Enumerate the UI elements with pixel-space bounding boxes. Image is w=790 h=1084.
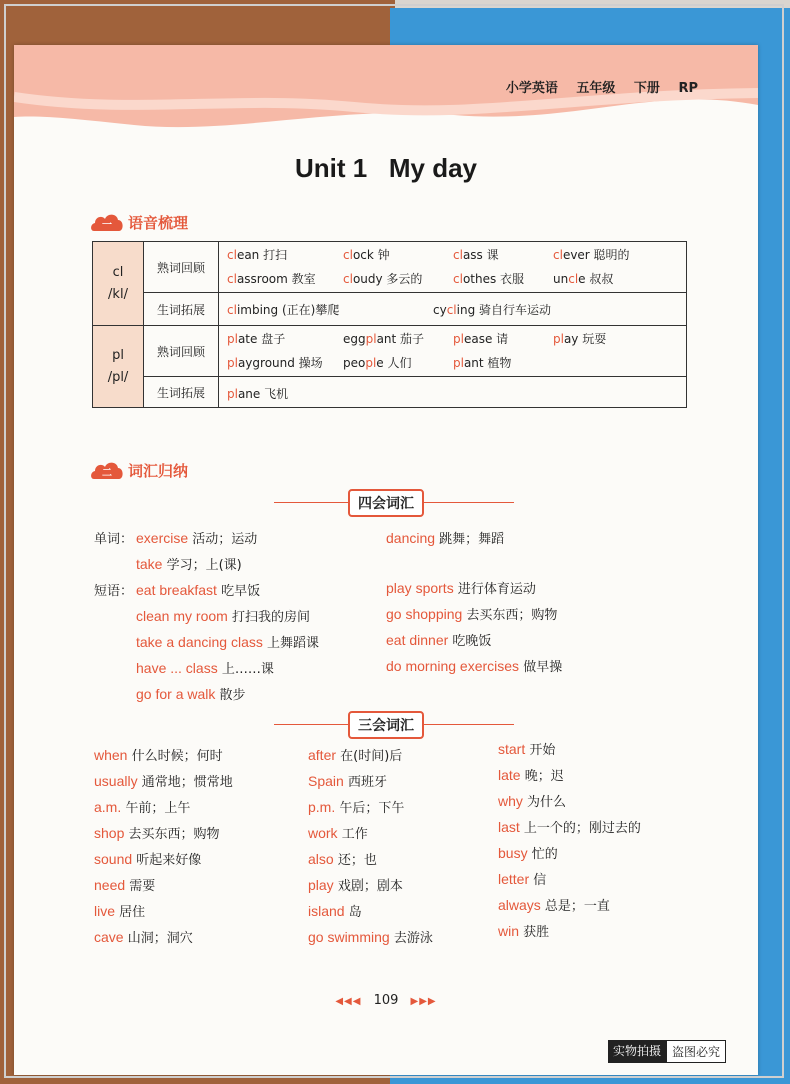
word-part: ock 钟 (352, 248, 390, 262)
vocab-item (308, 927, 433, 946)
vocab-english: eat dinner (386, 632, 449, 648)
vocab-item (94, 875, 155, 894)
vocab-english: win (498, 923, 520, 939)
vocab-item (386, 630, 491, 649)
sound-letters: cl (112, 264, 124, 280)
word-part: ing 骑自行车运动 (456, 303, 552, 317)
vocab-chinese: 去游泳 (389, 931, 433, 946)
vocab-chinese: 吃晚饭 (448, 634, 492, 649)
vocab-english: when (94, 747, 128, 763)
phonics-word (553, 330, 606, 347)
vocab-english: usually (94, 773, 138, 789)
vocab-chinese: 工作 (337, 827, 368, 842)
vocab-item (136, 580, 260, 599)
words-cell (219, 242, 687, 293)
header-volume: 下册 (633, 81, 660, 96)
sound-cell (93, 326, 144, 408)
vocab-item (386, 604, 557, 623)
vocab-chinese: 午后；下午 (335, 801, 405, 816)
left-arrows-icon: ◀◀◀ (335, 996, 362, 1007)
vocab-english: have ... class (136, 660, 218, 676)
phonics-word (227, 270, 316, 287)
phonics-word (227, 301, 339, 318)
watermark-stamp (608, 1040, 726, 1063)
vocab-item (498, 895, 610, 914)
vocab-item (498, 739, 555, 758)
word-part: oudy 多云的 (352, 272, 423, 286)
word-highlight: cl (453, 272, 463, 286)
vocab-chinese: 晚；迟 (520, 769, 564, 784)
vocab-item (308, 849, 377, 868)
word-part: ane 飞机 (237, 387, 289, 401)
vocab-chinese: 获胜 (519, 925, 550, 940)
vocab-item (136, 606, 310, 625)
vocab-english: after (308, 747, 337, 763)
vocab-english: island (308, 903, 345, 919)
vocab-item (94, 771, 233, 790)
vocab-item (498, 843, 558, 862)
header-subject: 小学英语 (505, 81, 558, 96)
section-number: 一 (102, 220, 112, 231)
vocab-english: do morning exercises (386, 658, 520, 674)
words-label: 单词： (94, 532, 134, 547)
cloud-icon (90, 211, 124, 233)
vocab-english: busy (498, 845, 528, 861)
vocab-item (94, 927, 193, 946)
vocab-english: dancing (386, 530, 436, 546)
word-part: othes 衣服 (462, 272, 525, 286)
word-highlight: cl (227, 303, 237, 317)
row-kind-label: 熟词回顾 (144, 242, 219, 293)
phonics-word (433, 301, 551, 318)
vocab-chinese: 打扫我的房间 (227, 610, 310, 625)
vocab-chinese: 为什么 (522, 795, 567, 810)
vocab-item (308, 823, 368, 842)
vocab-english: play (308, 877, 334, 893)
phonics-word (227, 385, 288, 402)
phonics-word (453, 330, 508, 347)
vocab-chinese: 散步 (215, 688, 246, 703)
vocab-chinese: 上……课 (217, 662, 274, 677)
phonics-word (343, 270, 422, 287)
vocab-chinese: 跳舞；舞蹈 (435, 532, 505, 547)
word-highlight: cl (227, 272, 237, 286)
vocab-english: last (498, 819, 520, 835)
vocab-chinese: 活动；运动 (188, 532, 258, 547)
cloud-icon (90, 459, 124, 481)
sound-ipa: /kl/ (108, 286, 128, 302)
word-part: ever 聪明的 (562, 248, 630, 262)
vocab-chinese: 做早操 (519, 660, 563, 675)
word-part: ay 玩耍 (563, 332, 607, 346)
vocab-english: letter (498, 871, 530, 887)
vocab-chinese: 进行体育运动 (453, 582, 536, 597)
word-highlight: pl (553, 332, 564, 346)
vocab-chinese: 忙的 (527, 847, 558, 862)
word-highlight: cl (453, 248, 463, 262)
word-highlight: pl (453, 332, 464, 346)
vocab-chinese: 戏剧；剧本 (333, 879, 403, 894)
vocab-item (136, 632, 319, 651)
vocab-chinese: 去买东西；购物 (462, 608, 558, 623)
vocab-english: late (498, 767, 521, 783)
vocab-english: eat breakfast (136, 582, 217, 598)
vocab-item (386, 528, 504, 547)
vocab-english: sound (94, 851, 133, 867)
vocab-chinese: 西班牙 (343, 775, 387, 790)
header-info (492, 77, 698, 96)
section-title: 词汇归纳 (128, 461, 189, 480)
vocab-english: always (498, 897, 541, 913)
word-part: un (553, 272, 569, 286)
vocab-english: work (308, 825, 338, 841)
phonics-word (227, 330, 285, 347)
vocab-chinese: 总是；一直 (540, 899, 610, 914)
vocab-item (308, 771, 387, 790)
words-cell (219, 326, 687, 377)
book-page (14, 45, 758, 1075)
vocab-item (94, 823, 220, 842)
vocab-item (386, 656, 562, 675)
vocab-english: shop (94, 825, 125, 841)
row-kind-label: 生词拓展 (144, 377, 219, 408)
vocab-chinese: 学习；上(课) (162, 558, 242, 573)
page-number-area (14, 993, 758, 1008)
phrases-label: 短语： (94, 584, 134, 599)
header-grade: 五年级 (576, 81, 616, 96)
vocab-item (136, 658, 274, 677)
word-highlight: cl (553, 248, 563, 262)
vocab-chinese: 居住 (115, 905, 146, 920)
word-part: ant 植物 (463, 356, 512, 370)
vocab-english: p.m. (308, 799, 336, 815)
phonics-word (343, 354, 412, 371)
word-highlight: pl (365, 332, 377, 346)
vocab-item (136, 554, 242, 573)
vocab-english: clean my room (136, 608, 228, 624)
word-part: imbing (正在)攀爬 (236, 303, 340, 317)
word-part: ean 打扫 (236, 248, 288, 262)
vocab-chinese: 还；也 (333, 853, 377, 868)
sound-ipa: /pl/ (107, 369, 129, 385)
words-cell (219, 293, 687, 326)
word-part: ayground 操场 (237, 356, 323, 370)
section-heading-phonics (90, 211, 188, 233)
vocab-item (498, 765, 564, 784)
word-highlight: cl (227, 248, 237, 262)
sound-letters: pl (112, 347, 124, 363)
header-edition: RP (678, 81, 698, 96)
right-arrows-icon: ▶▶▶ (410, 996, 437, 1007)
vocab-chinese: 上舞蹈课 (262, 636, 319, 651)
vocab-chinese: 吃早饭 (216, 584, 261, 599)
section-number: 二 (102, 468, 112, 479)
vocab-item (498, 817, 641, 836)
vocab-english: take (136, 556, 163, 572)
vocab-chinese: 听起来好像 (132, 853, 202, 868)
word-part: cy (433, 303, 447, 317)
word-part: peo (343, 356, 366, 370)
word-highlight: cl (343, 272, 353, 286)
vocab-chinese: 通常地；惯常地 (137, 775, 233, 790)
vocab-english: why (498, 793, 523, 809)
four-skill-label: 四会词汇 (348, 489, 424, 517)
section-heading-vocabulary (90, 459, 188, 481)
word-part: assroom 教室 (236, 272, 316, 286)
vocab-chinese: 需要 (125, 879, 156, 894)
vocab-item (94, 901, 145, 920)
word-part: egg (343, 332, 366, 346)
vocab-chinese: 开始 (525, 743, 556, 758)
vocab-chinese: 上一个的；刚过去的 (519, 821, 641, 836)
vocab-item (94, 797, 190, 816)
vocab-item (308, 745, 402, 764)
phonics-word (553, 246, 630, 263)
vocab-english: cave (94, 929, 124, 945)
vocab-english: a.m. (94, 799, 122, 815)
vocab-english: Spain (308, 773, 344, 789)
vocab-item (136, 528, 257, 547)
section-title: 语音梳理 (128, 213, 189, 232)
phonics-table (92, 241, 687, 408)
row-kind-label: 生词拓展 (144, 293, 219, 326)
phonics-word (343, 330, 424, 347)
stamp-left: 实物拍摄 (608, 1040, 666, 1063)
vocab-item (94, 745, 223, 764)
word-highlight: pl (227, 332, 238, 346)
header-wave-band (14, 45, 758, 165)
page-number: 109 (373, 993, 399, 1008)
vocab-english: take a dancing class (136, 634, 263, 650)
phonics-word (453, 246, 499, 263)
phonics-word (553, 270, 613, 287)
vocab-english: live (94, 903, 116, 919)
page-title: Unit 1 My day (294, 153, 478, 183)
word-highlight: cl (568, 272, 579, 286)
vocab-english: play sports (386, 580, 454, 596)
vocab-chinese: 山洞；洞穴 (123, 931, 193, 946)
words-cell (219, 377, 687, 408)
vocab-item (308, 901, 362, 920)
word-part: ant 茄子 (376, 332, 425, 346)
word-highlight: pl (365, 356, 377, 370)
phonics-word (227, 354, 323, 371)
vocab-item (94, 849, 201, 868)
vocab-item (498, 869, 546, 888)
vocab-english: go for a walk (136, 686, 216, 702)
vocab-chinese: 午前；上午 (121, 801, 191, 816)
word-highlight: pl (227, 387, 238, 401)
vocab-english: need (94, 877, 126, 893)
phonics-word (343, 246, 390, 263)
stamp-right: 盗图必究 (666, 1040, 726, 1063)
vocab-item (498, 791, 566, 810)
vocab-item (136, 684, 246, 703)
word-part: ease 请 (463, 332, 509, 346)
vocab-chinese: 什么时候；何时 (127, 749, 223, 764)
vocab-item (308, 875, 403, 894)
word-highlight: pl (227, 356, 238, 370)
word-part: ass 课 (462, 248, 499, 262)
vocab-chinese: 在(时间)后 (336, 749, 403, 764)
three-skill-label: 三会词汇 (348, 711, 424, 739)
vocab-chinese: 信 (529, 873, 547, 888)
word-part: e 人们 (376, 356, 412, 370)
sound-cell (93, 242, 144, 326)
word-part: ate 盘子 (237, 332, 286, 346)
word-highlight: cl (446, 303, 457, 317)
vocab-english: go shopping (386, 606, 463, 622)
vocab-item (498, 921, 549, 940)
row-kind-label: 熟词回顾 (144, 326, 219, 377)
phonics-word (453, 270, 524, 287)
vocab-item (386, 578, 536, 597)
vocab-english: start (498, 741, 526, 757)
phonics-word (227, 246, 287, 263)
vocab-english: exercise (136, 530, 189, 546)
vocab-chinese: 岛 (344, 905, 362, 920)
word-part: e 叔叔 (578, 272, 614, 286)
vocab-english: also (308, 851, 334, 867)
vocab-english: go swimming (308, 929, 390, 945)
phonics-word (453, 354, 511, 371)
vocab-chinese: 去买东西；购物 (124, 827, 220, 842)
vocab-item (308, 797, 404, 816)
word-highlight: pl (453, 356, 464, 370)
word-highlight: cl (343, 248, 353, 262)
